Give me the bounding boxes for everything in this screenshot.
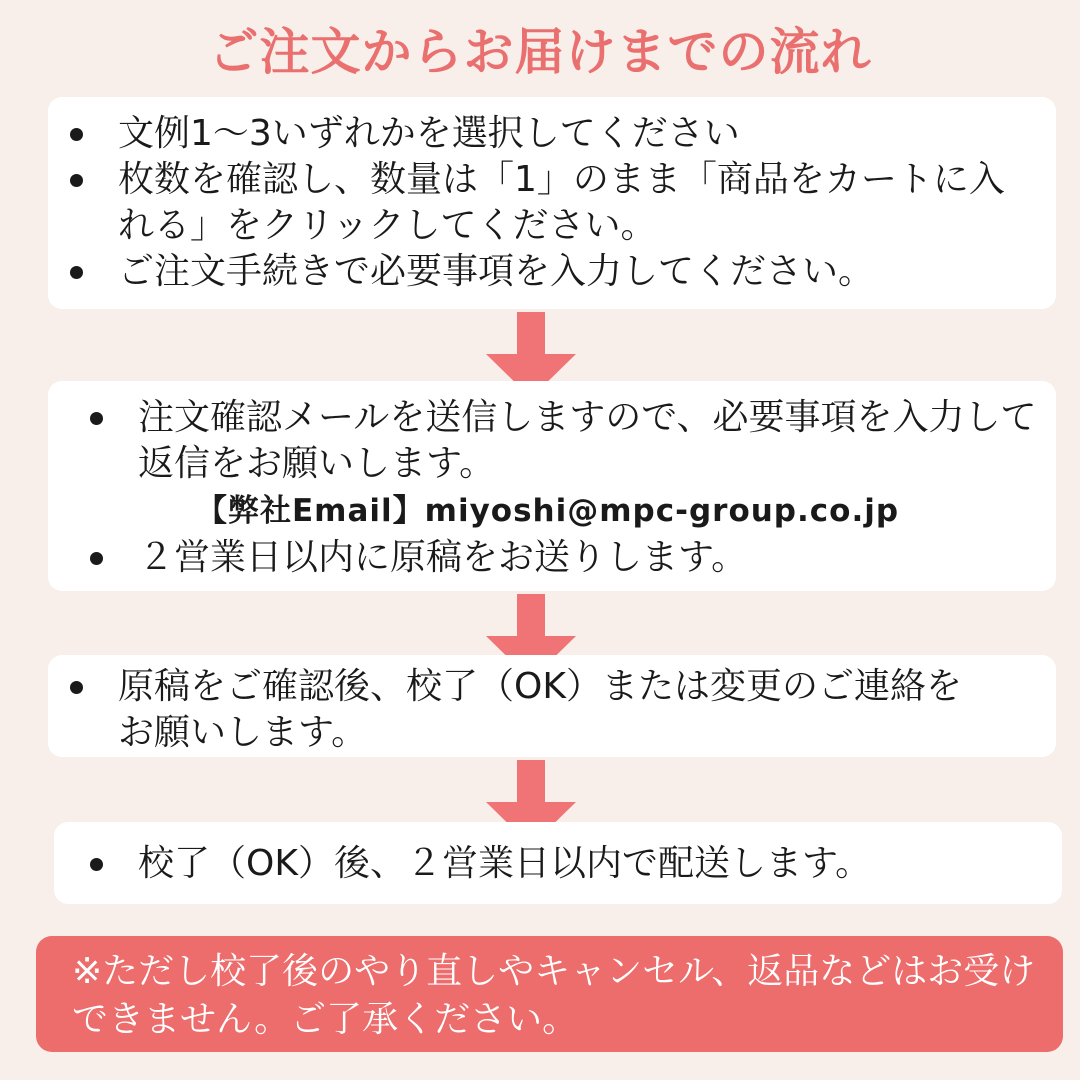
list-item-text: 校了（OK）後、２営業日以内で配送します。 (138, 843, 872, 884)
list-item (64, 249, 1016, 295)
step-1-list (64, 111, 1016, 295)
step-2-card (48, 381, 1056, 591)
bullet-icon (90, 412, 103, 425)
bullet-icon (90, 552, 103, 565)
step-1-card (48, 97, 1056, 309)
step-2-list-continued (84, 535, 1040, 581)
step-4-list (84, 841, 1042, 887)
page-title: ご注文からお届けまでの流れ (208, 23, 872, 81)
list-item (64, 157, 1016, 249)
notice-banner: ※ただし校了後のやり直しやキャンセル、返品などはお受けできません。ご了承ください。 (36, 936, 1063, 1052)
list-item (84, 395, 1040, 487)
bullet-icon (70, 174, 83, 187)
list-item (64, 664, 976, 756)
step-3-list (64, 664, 976, 756)
list-item-text: 注文確認メールを送信しますので、必要事項を入力して返信をお願いします。 (138, 397, 1037, 484)
list-item (64, 111, 1016, 157)
list-item-text: 文例1～3いずれかを選択してください (118, 113, 740, 154)
list-item (84, 841, 1042, 887)
bullet-icon (70, 266, 83, 279)
list-item-text: 原稿をご確認後、校了（OK）または変更のご連絡をお願いします。 (118, 666, 962, 753)
list-item-text: ２営業日以内に原稿をお送りします。 (138, 537, 748, 578)
step-3-card (48, 655, 1056, 757)
list-item (84, 535, 1040, 581)
list-item-text: 枚数を確認し、数量は「1」のまま「商品をカートに入れる」をクリックしてください。 (118, 159, 1005, 246)
bullet-icon (90, 858, 103, 871)
step-4-card (54, 822, 1062, 904)
email-address: 【弊社Email】miyoshi@mpc-group.co.jp (196, 493, 900, 529)
bullet-icon (70, 681, 83, 694)
list-item-text: ご注文手続きで必要事項を入力してください。 (118, 251, 875, 292)
bullet-icon (70, 128, 83, 141)
step-2-list (84, 395, 1040, 487)
